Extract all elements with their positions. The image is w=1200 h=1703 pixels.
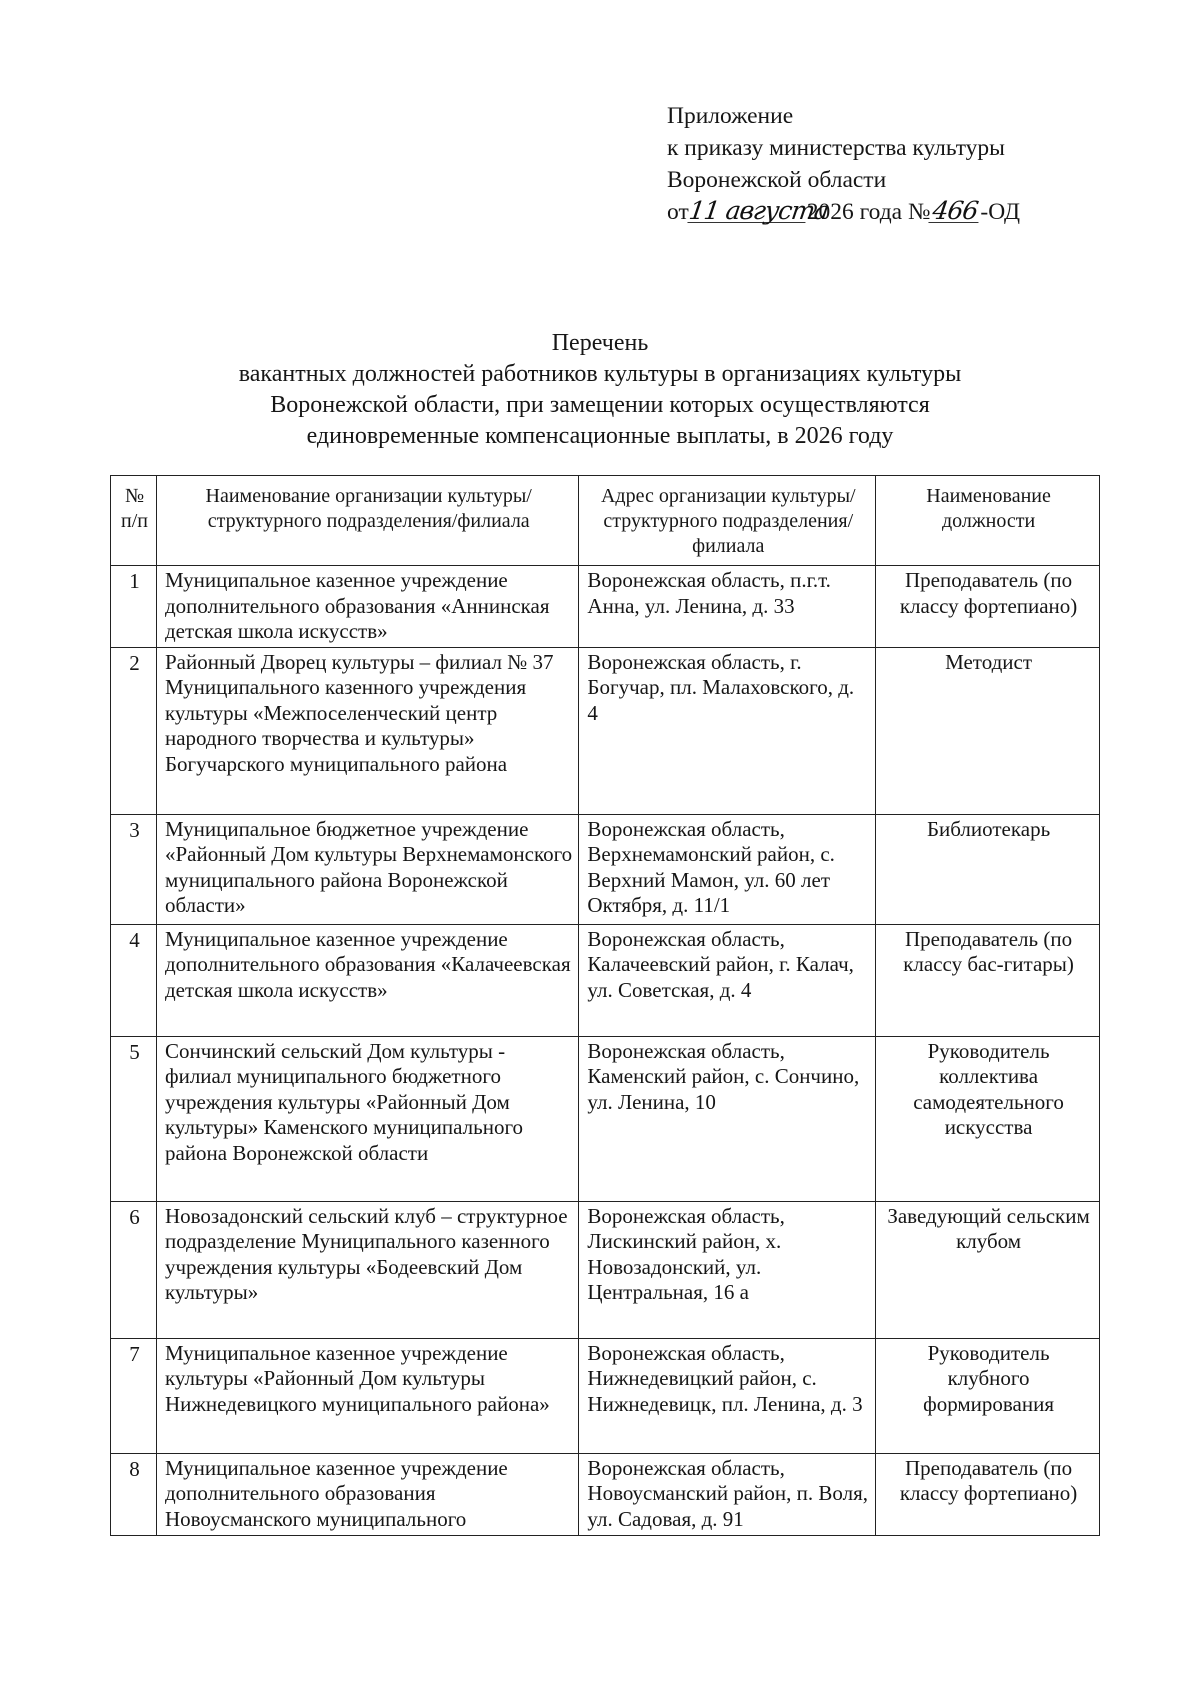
cell-num: 7: [111, 1338, 157, 1453]
appendix-block: [667, 100, 1020, 228]
cell-org: Районный Дворец культуры – филиал № 37 Муниципального казенного учреждения культуры «Межпоселенческий центр народного творчества и культуры» Богучарского муниципального района: [156, 647, 578, 814]
cell-address: Воронежская область, Лискинский район, х. Новозадонский, ул. Центральная, 16 а: [579, 1201, 876, 1338]
table-row: [111, 647, 1100, 814]
cell-position: Заведующий сельским клубом: [876, 1201, 1100, 1338]
cell-position: Преподаватель (по классу бас-гитары): [876, 924, 1100, 1036]
document-title: [150, 328, 1050, 452]
table-row: [111, 566, 1100, 648]
table-row: [111, 1453, 1100, 1535]
cell-org: Муниципальное бюджетное учреждение «Районный Дом культуры Верхнемамонского муниципального района Воронежской области»: [156, 814, 578, 924]
cell-num: 8: [111, 1453, 157, 1535]
vacancy-table-wrapper: [110, 475, 1100, 1536]
cell-position: Библиотекарь: [876, 814, 1100, 924]
cell-org: Муниципальное казенное учреждение дополнительного образования «Аннинская детская школа искусств»: [156, 566, 578, 648]
title-line-3: Воронежской области, при замещении которых осуществляются: [270, 392, 930, 418]
appendix-order-ref: к приказу министерства культуры: [667, 135, 1005, 161]
cell-position: Преподаватель (по классу фортепиано): [876, 1453, 1100, 1535]
appendix-title: Приложение: [667, 103, 794, 129]
table-row: [111, 1036, 1100, 1201]
cell-address: Воронежская область, Новоусманский район, п. Воля, ул. Садовая, д. 91: [579, 1453, 876, 1535]
cell-org: Муниципальное казенное учреждение дополнительного образования «Калачеевская детская школа искусств»: [156, 924, 578, 1036]
cell-position: Руководитель коллектива самодеятельного искусства: [876, 1036, 1100, 1201]
cell-address: Воронежская область, Каменский район, с. Сончино, ул. Ленина, 10: [579, 1036, 876, 1201]
cell-org: Муниципальное казенное учреждение дополнительного образования Новоусманского муниципального: [156, 1453, 578, 1535]
appendix-date-line: [667, 196, 1020, 228]
handwritten-order-number: 466: [929, 200, 982, 223]
header-num: № п/п: [111, 476, 157, 566]
cell-position: Преподаватель (по классу фортепиано): [876, 566, 1100, 648]
table-row: [111, 924, 1100, 1036]
title-line-1: Перечень: [551, 330, 649, 356]
header-org: Наименование организации культуры/структурного подразделения/филиала: [156, 476, 578, 566]
cell-org: Сончинский сельский Дом культуры - филиал муниципального бюджетного учреждения культуры «Районный Дом культуры» Каменского муниципального района Воронежской области: [156, 1036, 578, 1201]
cell-num: 1: [111, 566, 157, 648]
vacancy-table: [110, 475, 1100, 1536]
cell-address: Воронежская область, г. Богучар, пл. Малаховского, д. 4: [579, 647, 876, 814]
cell-address: Воронежская область, Верхнемамонский район, с. Верхний Мамон, ул. 60 лет Октября, д. 11/1: [579, 814, 876, 924]
table-row: [111, 814, 1100, 924]
cell-address: Воронежская область, Калачеевский район, г. Калач, ул. Советская, д. 4: [579, 924, 876, 1036]
date-prefix: от: [667, 199, 689, 225]
cell-org: Муниципальное казенное учреждение культуры «Районный Дом культуры Нижнедевицкого муниципального района»: [156, 1338, 578, 1453]
year-text: 2026 года №: [806, 199, 931, 225]
table-row: [111, 1338, 1100, 1453]
cell-num: 2: [111, 647, 157, 814]
table-row: [111, 1201, 1100, 1338]
cell-num: 3: [111, 814, 157, 924]
cell-num: 5: [111, 1036, 157, 1201]
cell-address: Воронежская область, п.г.т. Анна, ул. Ленина, д. 33: [579, 566, 876, 648]
cell-org: Новозадонский сельский клуб – структурное подразделение Муниципального казенного учреждения культуры «Бодеевский Дом культуры»: [156, 1201, 578, 1338]
title-line-4: единовременные компенсационные выплаты, в 2026 году: [306, 423, 894, 449]
title-line-2: вакантных должностей работников культуры в организациях культуры: [238, 361, 962, 387]
cell-position: Руководитель клубного формирования: [876, 1338, 1100, 1453]
header-address: Адрес организации культуры/структурного подразделения/филиала: [579, 476, 876, 566]
cell-num: 6: [111, 1201, 157, 1338]
cell-address: Воронежская область, Нижнедевицкий район, с. Нижнедевицк, пл. Ленина, д. 3: [579, 1338, 876, 1453]
number-suffix: -ОД: [980, 199, 1021, 225]
table-header-row: [111, 476, 1100, 566]
appendix-region: Воронежской области: [667, 167, 887, 193]
cell-position: Методист: [876, 647, 1100, 814]
header-position: Наименование должности: [876, 476, 1100, 566]
handwritten-date: 11 августа: [686, 196, 830, 225]
cell-num: 4: [111, 924, 157, 1036]
